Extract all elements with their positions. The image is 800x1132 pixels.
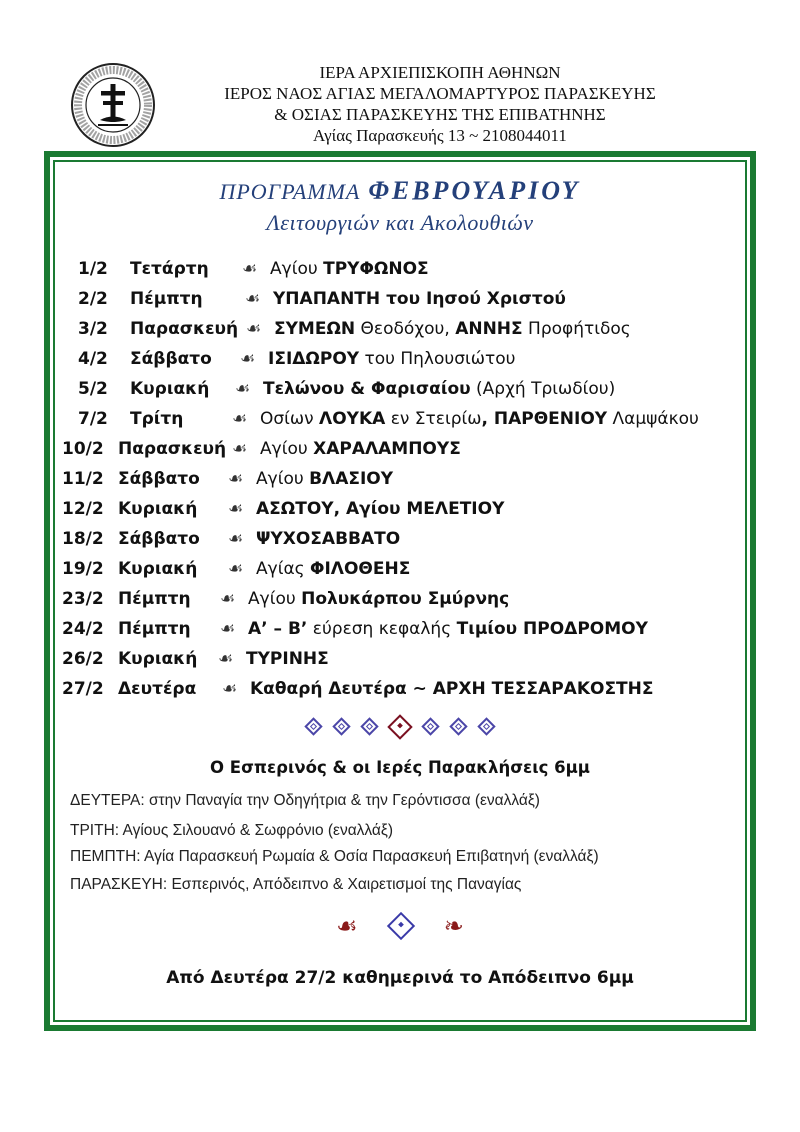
desc-bold: Τελώνου & Φαρισαίου (263, 379, 471, 399)
fleuron-icon: ☙ (228, 529, 244, 549)
desc-plain: Προφήτιδος (522, 319, 631, 339)
vespers-tuesday: ΤΡΙΤΗ: Αγίους Σιλουανό & Σωφρόνιο (εναλλάξ) (70, 822, 393, 839)
schedule-row (0, 434, 800, 464)
desc-bold: Καθαρή Δευτέρα ~ ΑΡΧΗ ΤΕΣΣΑΡΑΚΟΣΤΗΣ (250, 679, 654, 699)
fleuron-icon: ☙ (242, 259, 258, 279)
fleuron-icon: ☙ (218, 649, 234, 669)
schedule-description (250, 674, 654, 704)
desc-plain: του Πηλουσιώτου (359, 349, 516, 369)
schedule-description (256, 524, 400, 554)
schedule-weekday: Τετάρτη (130, 259, 209, 279)
desc-bold: ΧΑΡΑΛΑΜΠΟΥΣ (313, 439, 461, 459)
fleuron-left-icon: ☙ (336, 912, 358, 940)
schedule-date: 18/2 (62, 529, 104, 549)
diamond-icon (360, 717, 378, 735)
vespers-thursday: ΠΕΜΠΤΗ: Αγία Παρασκευή Ρωμαία & Οσία Παρασκευή Επιβατηνή (εναλλάξ) (70, 848, 599, 865)
letterhead (170, 62, 710, 146)
schedule-description (248, 614, 648, 644)
schedule-row (0, 254, 800, 284)
fleuron-icon: ☙ (232, 409, 248, 429)
desc-plain: εν Στειρίω (385, 409, 482, 429)
section-divider (0, 716, 800, 746)
desc-plain: Αγίου (270, 259, 324, 279)
schedule-description (256, 464, 393, 494)
schedule-date: 2/2 (78, 289, 108, 309)
diamond-icon (304, 717, 322, 735)
desc-plain: Αγίου (256, 469, 310, 489)
church-seal-icon (70, 62, 156, 148)
desc-bold: ΣΥΜΕΩΝ (274, 319, 356, 339)
schedule-weekday: Σάββατο (130, 349, 212, 369)
schedule-description (248, 584, 509, 614)
schedule-weekday: Σάββατο (118, 529, 200, 549)
desc-plain: Αγίας (256, 559, 311, 579)
footer-note: Από Δευτέρα 27/2 καθημερινά το Απόδειπνο 6μμ (166, 968, 634, 988)
schedule-row (0, 644, 800, 674)
fleuron-icon: ☙ (245, 289, 261, 309)
fleuron-icon: ☙ (228, 469, 244, 489)
schedule-date: 10/2 (62, 439, 104, 459)
fleuron-icon: ☙ (232, 439, 248, 459)
schedule-weekday: Κυριακή (118, 499, 198, 519)
fleuron-icon: ☙ (246, 319, 262, 339)
fleuron-right-icon: ❧ (443, 912, 464, 940)
church-name-line-2: & ΟΣΙΑΣ ΠΑΡΑΣΚΕΥΗΣ ΤΗΣ ΕΠΙΒΑΤΗΝΗΣ (274, 105, 606, 124)
desc-bold: Α’ – Β’ (248, 619, 308, 639)
schedule-weekday: Κυριακή (118, 559, 198, 579)
schedule-description (263, 374, 615, 404)
schedule-row (0, 614, 800, 644)
desc-bold: ΑΣΩΤΟΥ, Αγίου ΜΕΛΕΤΙΟΥ (256, 499, 505, 519)
schedule-row (0, 554, 800, 584)
diamond-icon (332, 717, 350, 735)
desc-bold: ΙΣΙΔΩΡΟΥ (268, 349, 360, 369)
desc-plain: Θεοδόχου, (355, 319, 456, 339)
schedule-date: 24/2 (62, 619, 104, 639)
desc-plain: Οσίων (260, 409, 320, 429)
title-month: ΦΕΒΡΟΥΑΡΙΟΥ (368, 176, 581, 205)
schedule-date: 12/2 (62, 499, 104, 519)
desc-bold: ΥΠΑΠΑΝΤΗ (273, 289, 387, 309)
diamond-large-icon (387, 714, 412, 739)
schedule-description (256, 494, 504, 524)
desc-bold: ΛΟΥΚΑ (319, 409, 386, 429)
fleuron-icon: ☙ (228, 499, 244, 519)
desc-bold: του Ιησού Χριστού (386, 289, 566, 309)
vespers-friday: ΠΑΡΑΣΚΕΥΗ: Εσπερινός, Απόδειπνο & Χαιρετισμοί της Παναγίας (70, 876, 522, 893)
diamond-icon (449, 717, 467, 735)
desc-plain: Αγίου (260, 439, 314, 459)
schedule-weekday: Πέμπτη (118, 619, 191, 639)
schedule-date: 4/2 (78, 349, 108, 369)
desc-plain: (Αρχή Τριωδίου) (470, 379, 616, 399)
desc-bold: Τιμίου ΠΡΟΔΡΟΜΟΥ (456, 619, 648, 639)
schedule-weekday: Δευτέρα (118, 679, 197, 699)
fleuron-icon: ☙ (220, 589, 236, 609)
schedule-date: 19/2 (62, 559, 104, 579)
schedule-row (0, 584, 800, 614)
address-phone-line: Αγίας Παρασκευής 13 ~ 2108044011 (313, 126, 567, 145)
schedule-row (0, 494, 800, 524)
schedule-date: 5/2 (78, 379, 108, 399)
desc-bold: , ΠΑΡΘΕΝΙΟΥ (481, 409, 608, 429)
schedule-weekday: Παρασκευή (130, 319, 239, 339)
schedule-description (273, 284, 566, 314)
diamond-icon (478, 717, 496, 735)
fleuron-icon: ☙ (235, 379, 251, 399)
schedule-row (0, 344, 800, 374)
schedule-description (270, 254, 429, 284)
schedule-description (260, 404, 699, 434)
schedule-row (0, 284, 800, 314)
schedule-row (0, 314, 800, 344)
schedule-weekday: Σάββατο (118, 469, 200, 489)
schedule-description (268, 344, 515, 374)
ornament-divider (0, 912, 800, 940)
schedule-description (256, 554, 410, 584)
schedule-row (0, 674, 800, 704)
schedule-description (260, 434, 461, 464)
page-subtitle: Λειτουργιών και Ακολουθιών (266, 210, 534, 235)
vespers-heading: Ο Εσπερινός & οι Ιερές Παρακλήσεις 6μμ (210, 758, 590, 777)
desc-bold: ΦΙΛΟΘΕΗΣ (310, 559, 411, 579)
diamond-icon (387, 912, 415, 940)
schedule-row (0, 374, 800, 404)
desc-bold: ΤΥΡΙΝΗΣ (246, 649, 329, 669)
schedule-row (0, 524, 800, 554)
title-program: ΠΡΟΓΡΑΜΜΑ (219, 179, 361, 204)
schedule-weekday: Τρίτη (130, 409, 184, 429)
schedule-date: 11/2 (62, 469, 104, 489)
diamond-icon (421, 717, 439, 735)
desc-plain: Αγίου (248, 589, 302, 609)
vespers-monday: ΔΕΥΤΕΡΑ: στην Παναγία την Οδηγήτρια & την Γερόντισσα (εναλλάξ) (70, 792, 540, 809)
fleuron-icon: ☙ (220, 619, 236, 639)
schedule-date: 23/2 (62, 589, 104, 609)
desc-bold: ΒΛΑΣΙΟΥ (309, 469, 394, 489)
schedule-weekday: Κυριακή (118, 649, 198, 669)
schedule-row (0, 404, 800, 434)
fleuron-icon: ☙ (240, 349, 256, 369)
schedule-description (246, 644, 329, 674)
desc-plain: Λαμψάκου (607, 409, 699, 429)
schedule-weekday: Κυριακή (130, 379, 210, 399)
schedule-date: 1/2 (78, 259, 108, 279)
fleuron-icon: ☙ (222, 679, 238, 699)
schedule-description (274, 314, 631, 344)
desc-bold: Πολυκάρπου Σμύρνης (301, 589, 510, 609)
page-title (60, 176, 740, 206)
desc-bold: ΨΥΧΟΣΑΒΒΑΤΟ (256, 529, 401, 549)
schedule-date: 27/2 (62, 679, 104, 699)
schedule-date: 7/2 (78, 409, 108, 429)
desc-plain: εύρεση κεφαλής (307, 619, 457, 639)
church-name-line: ΙΕΡΟΣ ΝΑΟΣ ΑΓΙΑΣ ΜΕΓΑΛΟΜΑΡΤΥΡΟΣ ΠΑΡΑΣΚΕΥΗΣ (224, 84, 656, 103)
desc-bold: ΤΡΥΦΩΝΟΣ (323, 259, 429, 279)
desc-bold: ΑΝΝΗΣ (455, 319, 523, 339)
schedule-date: 3/2 (78, 319, 108, 339)
schedule-date: 26/2 (62, 649, 104, 669)
schedule-weekday: Πέμπτη (130, 289, 203, 309)
schedule-weekday: Παρασκευή (118, 439, 227, 459)
schedule-weekday: Πέμπτη (118, 589, 191, 609)
fleuron-icon: ☙ (228, 559, 244, 579)
archdiocese-line: ΙΕΡΑ ΑΡΧΙΕΠΙΣΚΟΠΗ ΑΘΗΝΩΝ (319, 63, 561, 82)
schedule-row (0, 464, 800, 494)
